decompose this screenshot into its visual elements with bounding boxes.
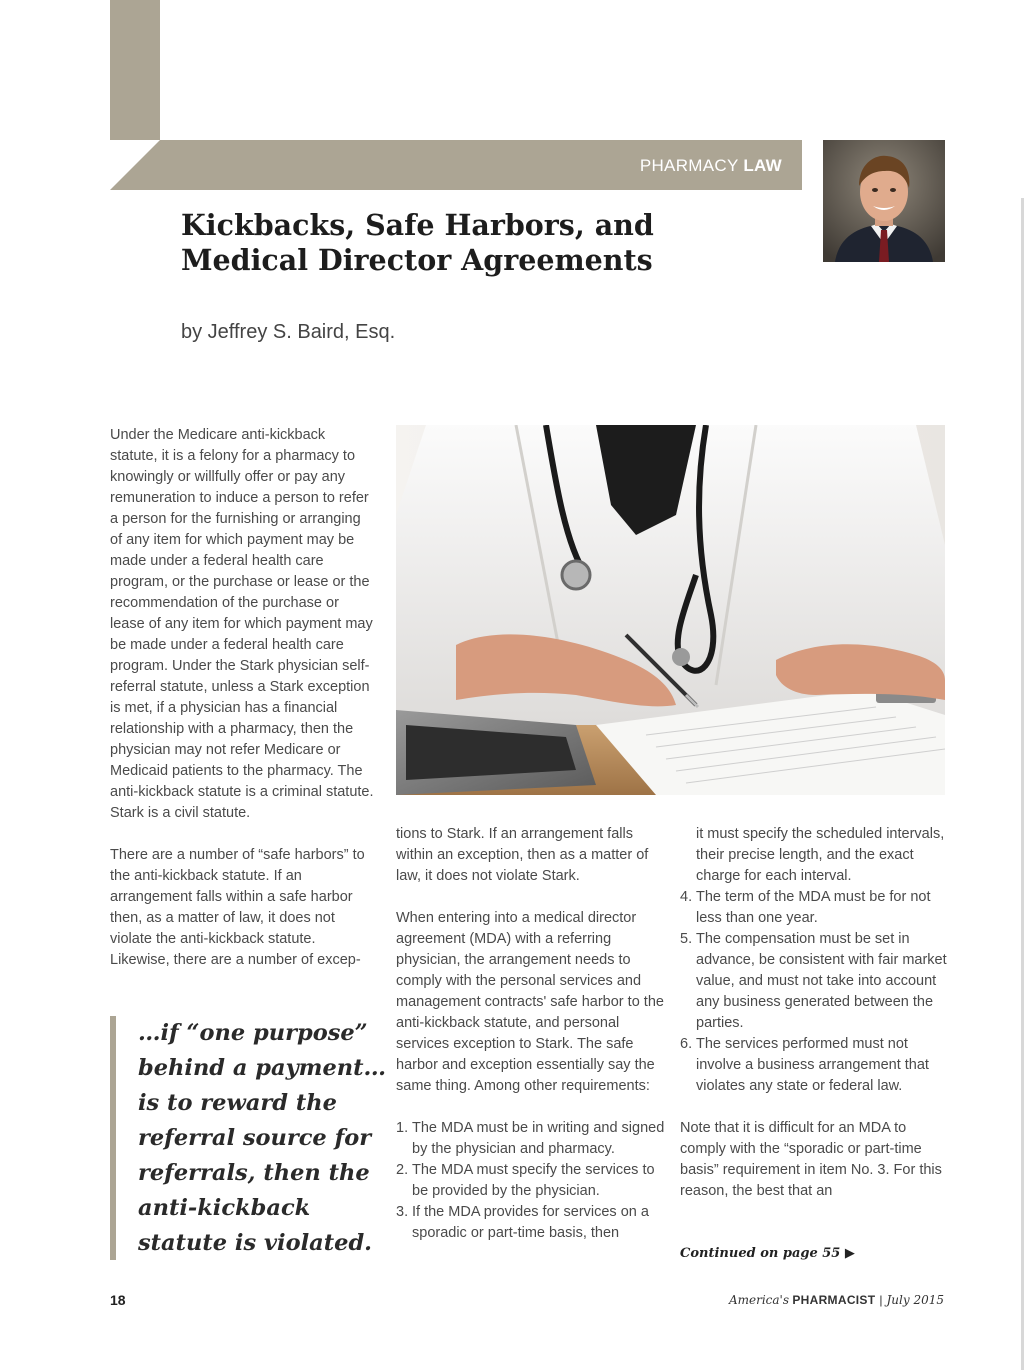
- list-item-text: The services performed must not involve a business arrangement that violates any state or federal law.: [696, 1036, 929, 1094]
- list-item-text: The compensation must be set in advance, be consistent with fair market value, and must not take into account any business generated between the parties.: [696, 931, 947, 1031]
- page-number: 18: [110, 1292, 126, 1308]
- article-title: Kickbacks, Safe Harbors, and Medical Director Agreements: [181, 208, 654, 277]
- author-photo: [823, 140, 945, 262]
- col1-paragraph-1: Under the Medicare anti-kickback statute, it is a felony for a pharmacy to knowingly or willfully offer or pay any remuneration to induce a person to refer a person for the furnishing or arranging of any item for which payment may be made under a federal health care program, or the purchase or lease or the recommendation of the purchase or lease of any item for which payment may be made under a federal health care program. Under the Stark physician self-referral statute, unless a Stark exception is met, if a physician has a financial relationship with a pharmacy, then the physician may not refer Medicare or Medicaid patients to the pharmacy. The anti-kickback statute is a criminal statute. Stark is a civil statute.: [110, 427, 374, 821]
- section-label-bold: LAW: [743, 156, 782, 175]
- footer-magazine-name: PHARMACIST: [792, 1293, 876, 1307]
- section-label: [640, 156, 782, 176]
- article-byline: by Jeffrey S. Baird, Esq.: [181, 321, 396, 343]
- list-item-text: If the MDA provides for services on a sporadic or part-time basis, then: [412, 1204, 649, 1241]
- doctor-writing-image: [396, 425, 945, 795]
- list-item-number: 2.: [396, 1162, 409, 1178]
- column-1: [110, 425, 375, 992]
- list-item-text: The term of the MDA must be for not less than one year.: [696, 889, 931, 926]
- list-item: [396, 1160, 666, 1202]
- list-item: [396, 1202, 666, 1244]
- col3-note-paragraph: Note that it is difficult for an MDA to comply with the “sporadic or part-time basis” requirement in item No. 3. For this reason, the best that an: [680, 1120, 942, 1199]
- list-item: [680, 1034, 950, 1097]
- list-item-number: 5.: [680, 931, 693, 947]
- footer-issue-date: July 2015: [886, 1293, 944, 1307]
- list-item: [680, 929, 950, 1034]
- requirements-list-part-1: [396, 1118, 666, 1244]
- list-item-text: The MDA must specify the services to be provided by the physician.: [412, 1162, 655, 1199]
- section-label-light: PHARMACY: [639, 156, 739, 175]
- footer-masthead: [729, 1293, 944, 1307]
- header-band-corner: [110, 140, 160, 190]
- list-item: [680, 887, 950, 929]
- requirements-list-part-2: [680, 887, 950, 1097]
- list-item: [396, 1118, 666, 1160]
- col2-paragraph-1: tions to Stark. If an arrangement falls within an exception, then as a matter of law, it does not violate Stark.: [396, 826, 649, 884]
- list-item-number: 1.: [396, 1120, 409, 1136]
- pullquote-text: …if “one purpose” behind a payment… is to reward the referral source for referrals, then the anti-kickback statute is violated.: [138, 1020, 387, 1256]
- footer-magazine-prefix: America's: [728, 1293, 790, 1307]
- list-item-number: 6.: [680, 1036, 693, 1052]
- list-item-text: The MDA must be in writing and signed by the physician and pharmacy.: [412, 1120, 665, 1157]
- column-2: [396, 824, 666, 1244]
- continued-on-link[interactable]: Continued on page 55 ▶: [680, 1246, 855, 1261]
- list-item-number: 3.: [396, 1204, 409, 1220]
- column-3: [680, 824, 950, 1223]
- list-item-number: 4.: [680, 889, 693, 905]
- col2-paragraph-2: When entering into a medical director agreement (MDA) with a referring physician, the arrangement needs to comply with the personal services and management contracts' safe harbor to the anti-kickback statute, and personal services exception to Stark. The safe harbor and exception essentially say the same thing. Among other requirements:: [396, 910, 664, 1094]
- footer-separator: |: [879, 1293, 883, 1307]
- col1-paragraph-2: There are a number of “safe harbors” to the anti-kickback statute. If an arrangement falls within a safe harbor then, as a matter of law, it does not violate the anti-kickback statute. Likewise, there are a number of excep-: [110, 847, 365, 968]
- list-item-3-continuation: it must specify the scheduled intervals, their precise length, and the exact charge for each interval.: [696, 826, 945, 884]
